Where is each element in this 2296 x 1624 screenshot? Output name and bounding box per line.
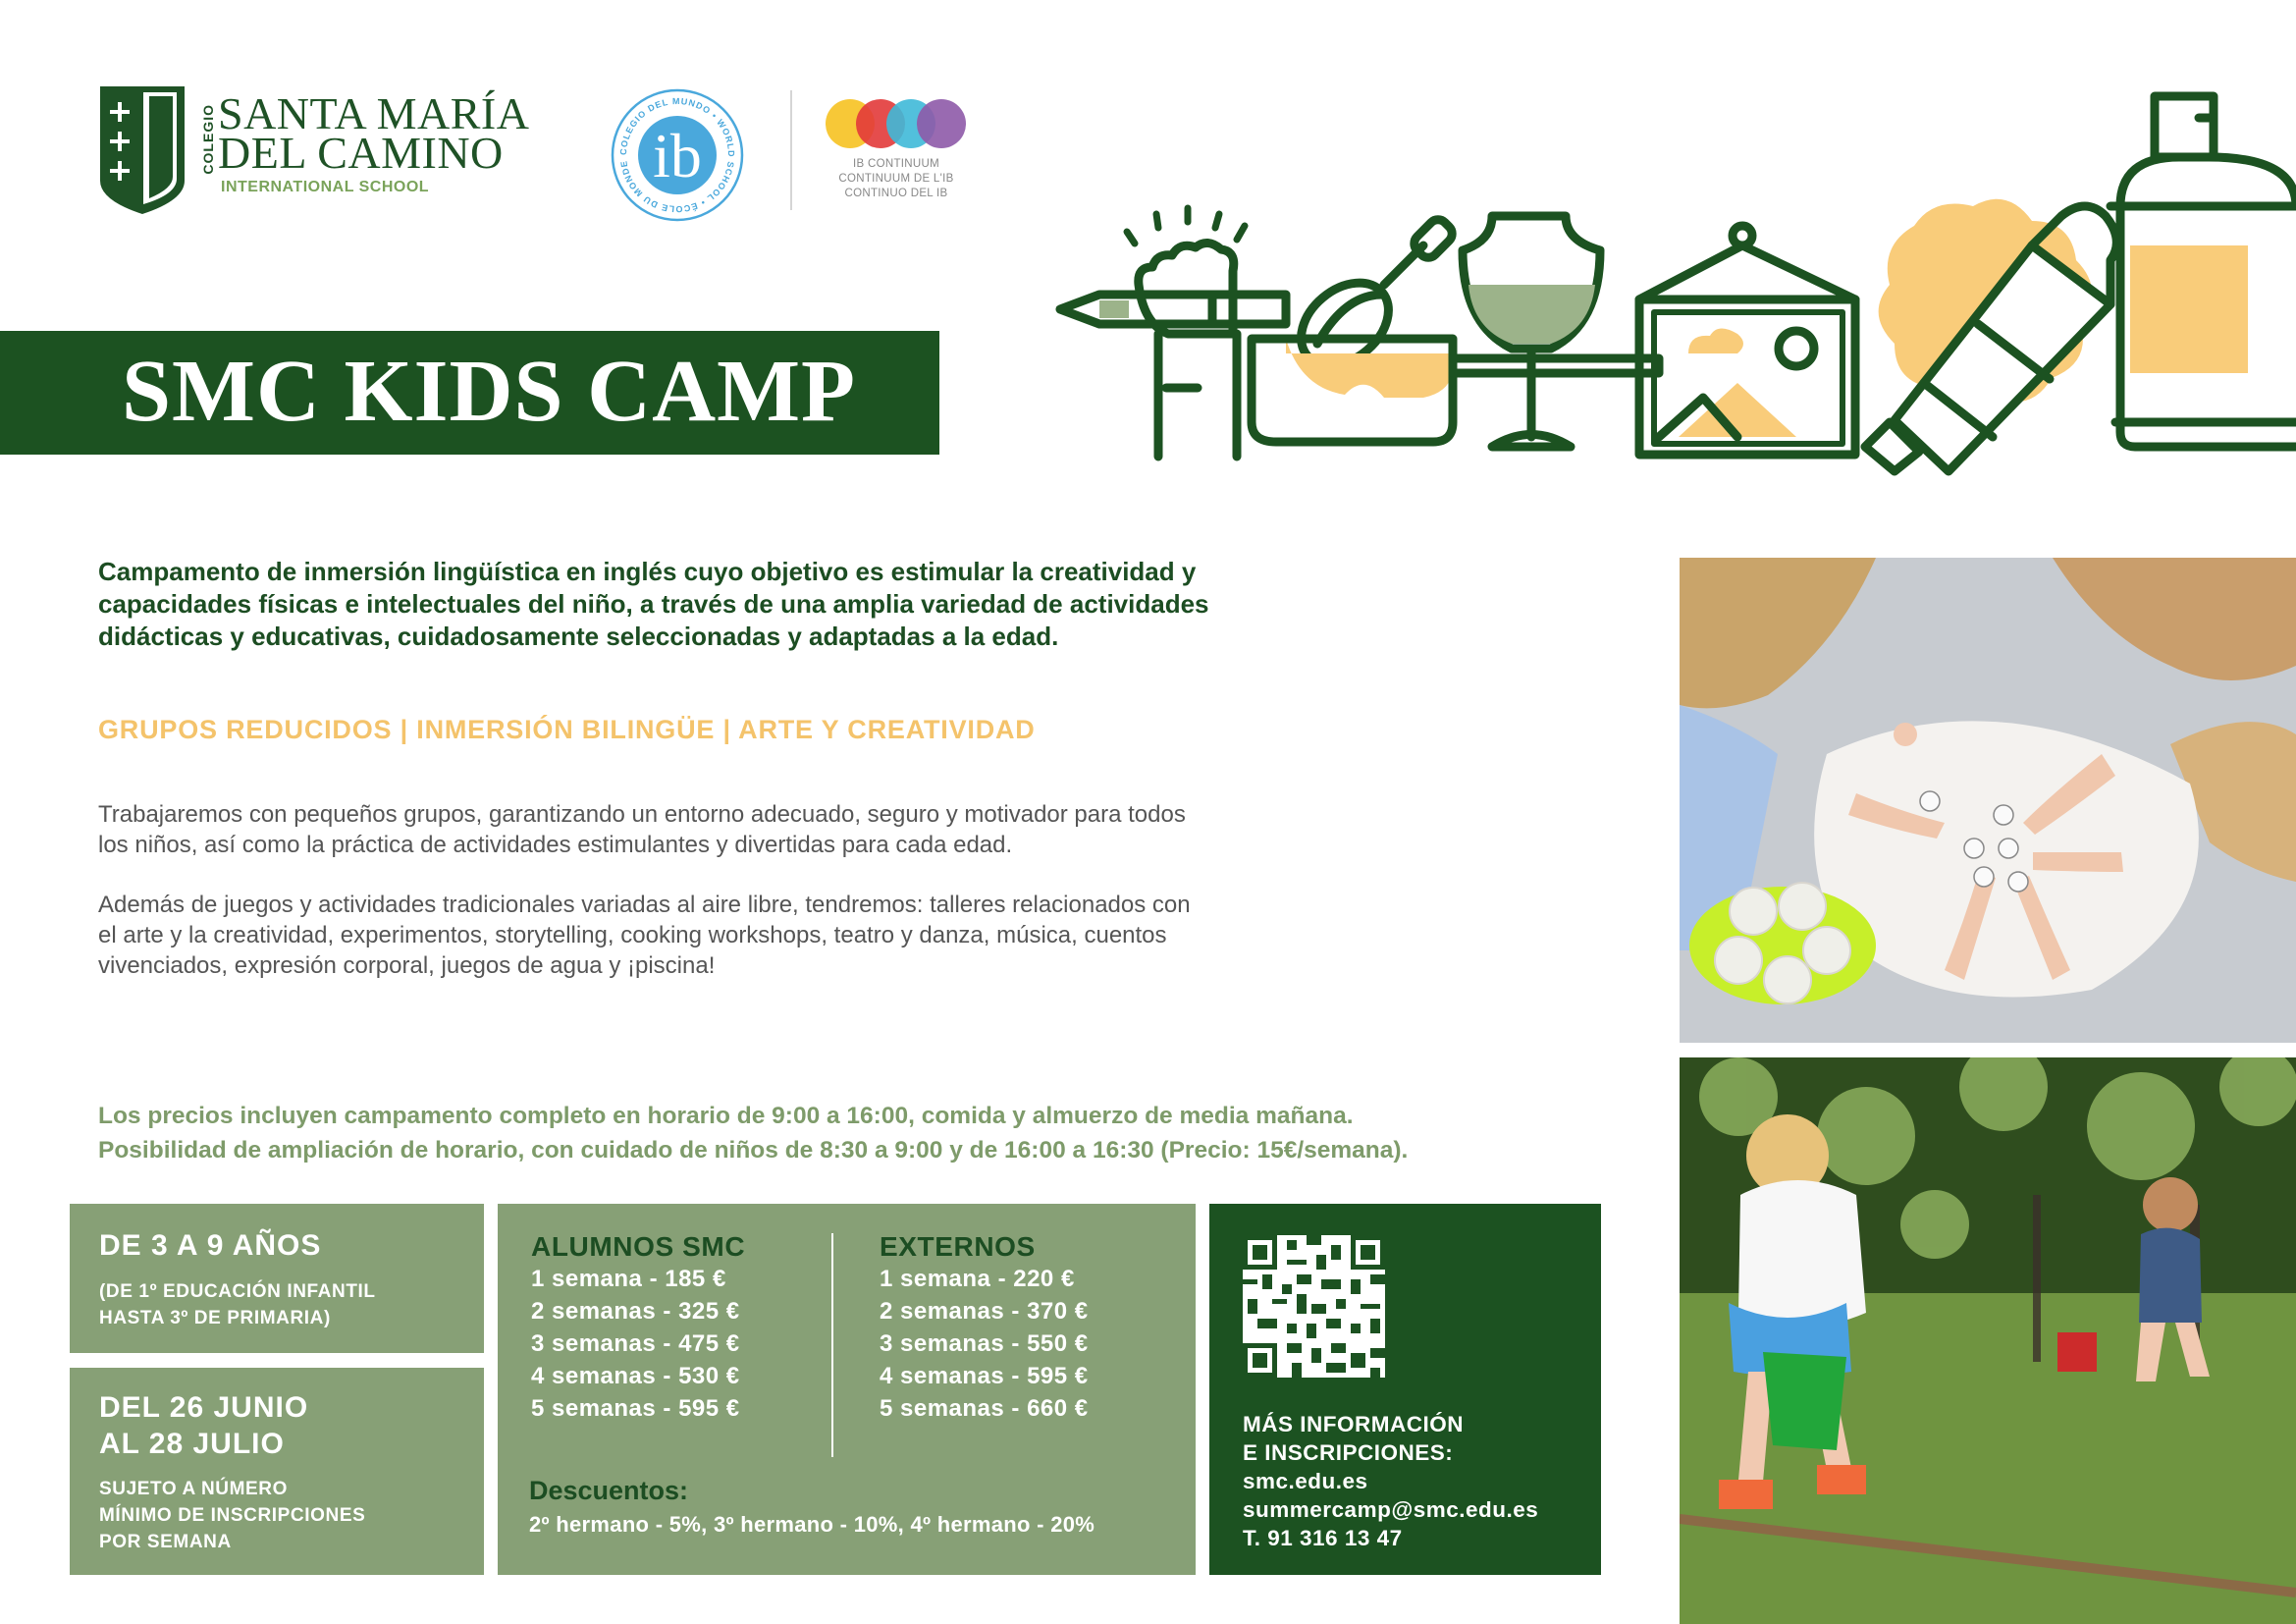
continuum-text xyxy=(823,157,970,201)
school-name-line1: SANTA MARÍA xyxy=(218,88,530,138)
age-heading: DE 3 A 9 AÑOS xyxy=(99,1229,322,1262)
price-row: 2 semanas - 325 € xyxy=(531,1298,740,1325)
website-link[interactable]: smc.edu.es xyxy=(1243,1469,1368,1493)
intro-line: capacidades físicas e intelectuales del niño, a través de una amplia variedad de actividades xyxy=(98,589,1209,619)
dates-heading xyxy=(99,1389,308,1462)
price-row: 3 semanas - 475 € xyxy=(531,1330,740,1357)
intro-paragraph xyxy=(98,556,1414,653)
school-name-line2: DEL CAMINO xyxy=(218,128,504,178)
pot-icon xyxy=(1252,339,1659,442)
prices-column-smc xyxy=(531,1231,745,1425)
title-banner xyxy=(0,331,939,455)
discounts-label: Descuentos: xyxy=(529,1476,689,1505)
age-sub-line: (DE 1º EDUCACIÓN INFANTIL xyxy=(99,1281,376,1302)
fist-icon xyxy=(1127,208,1245,457)
continuum-line2: CONTINUUM DE L'IB xyxy=(838,173,954,185)
age-subtext xyxy=(99,1278,376,1331)
email-link[interactable]: summercamp@smc.edu.es xyxy=(1243,1497,1539,1522)
prices-divider xyxy=(831,1233,833,1457)
dates-sub-line: MÍNIMO DE INSCRIPCIONES xyxy=(99,1505,366,1526)
ib-letters: ib xyxy=(653,121,702,190)
phone-number[interactable]: T. 91 316 13 47 xyxy=(1243,1526,1403,1550)
page-title: SMC KIDS CAMP xyxy=(122,343,856,440)
dates-heading-line: AL 28 JULIO xyxy=(99,1428,285,1460)
photo-kids-crafting xyxy=(1680,558,2296,1043)
ib-ring-text: COLEGIO DEL MUNDO • WORLD SCHOOL • ÉCOLE DU MONDE xyxy=(617,95,737,215)
price-row: 1 semana - 185 € xyxy=(531,1266,726,1292)
continuum-circles-icon xyxy=(823,96,970,151)
info-text xyxy=(1243,1410,1538,1552)
body-paragraph-activities xyxy=(98,890,1414,981)
logo-divider xyxy=(790,90,792,210)
ib-logo-icon xyxy=(609,86,746,224)
dates-sub-line: POR SEMANA xyxy=(99,1532,232,1552)
dates-subtext xyxy=(99,1476,365,1555)
age-sub-line: HASTA 3º DE PRIMARIA) xyxy=(99,1308,331,1328)
price-row: 1 semana - 220 € xyxy=(880,1266,1075,1292)
externos-heading: EXTERNOS xyxy=(880,1231,1036,1262)
art-tools-illustration xyxy=(1050,49,2296,481)
price-row: 4 semanas - 595 € xyxy=(880,1363,1089,1389)
body-line: el arte y la creatividad, experimentos, storytelling, cooking workshops, teatro y danza, música, cuentos xyxy=(98,922,1167,948)
price-row: 5 semanas - 595 € xyxy=(531,1395,740,1422)
tagline: GRUPOS REDUCIDOS | INMERSIÓN BILINGÜE | ARTE Y CREATIVIDAD xyxy=(98,715,1036,744)
school-subtitle: INTERNATIONAL SCHOOL xyxy=(221,179,430,195)
price-row: 5 semanas - 660 € xyxy=(880,1395,1089,1422)
photo-kids-outdoors xyxy=(1680,1057,2296,1624)
prices-note xyxy=(98,1099,1669,1167)
spray-can-icon xyxy=(2110,96,2296,447)
price-row: 2 semanas - 370 € xyxy=(880,1298,1089,1325)
school-logo xyxy=(98,84,550,222)
prices-column-externos xyxy=(880,1231,1089,1425)
discounts-text: 2º hermano - 5%, 3º hermano - 10%, 4º hermano - 20% xyxy=(529,1512,1095,1537)
price-row: 4 semanas - 530 € xyxy=(531,1363,740,1389)
dates-heading-line: DEL 26 JUNIO xyxy=(99,1391,309,1424)
prices-note-line: Los precios incluyen campamento completo en horario de 9:00 a 16:00, comida y almuerzo de media mañana. xyxy=(98,1103,1354,1129)
intro-line: Campamento de inmersión lingüística en inglés cuyo objetivo es estimular la creatividad y xyxy=(98,557,1197,586)
pencil-icon xyxy=(1060,295,1286,324)
school-colegio-label: COLEGIO xyxy=(200,104,216,175)
qr-code-icon[interactable] xyxy=(1243,1235,1385,1378)
continuum-logo xyxy=(823,96,970,214)
body-line: Además de juegos y actividades tradicionales variadas al aire libre, tendremos: talleres relacionados con xyxy=(98,892,1191,918)
ib-logo xyxy=(609,86,746,224)
dates-box xyxy=(70,1368,484,1575)
picture-frame-icon xyxy=(1639,226,1855,455)
continuum-line3: CONTINUO DEL IB xyxy=(844,188,948,199)
body-paragraph-groups xyxy=(98,799,1414,860)
body-line: Trabajaremos con pequeños grupos, garantizando un entorno adecuado, seguro y motivador para todos xyxy=(98,801,1186,828)
info-heading: MÁS INFORMACIÓN xyxy=(1243,1412,1464,1436)
body-line: los niños, así como la práctica de actividades estimulantes y divertidas para cada edad. xyxy=(98,832,1013,858)
vase-icon xyxy=(1463,216,1600,447)
intro-line: didácticas y educativas, cuidadosamente seleccionadas y adaptadas a la edad. xyxy=(98,622,1059,651)
body-line: vivenciados, expresión corporal, juegos de agua y ¡piscina! xyxy=(98,952,716,979)
age-box xyxy=(70,1204,484,1353)
prices-box xyxy=(498,1204,1196,1575)
smc-heading: ALUMNOS SMC xyxy=(531,1231,746,1262)
shield-logo-icon xyxy=(98,84,187,216)
dates-sub-line: SUJETO A NÚMERO xyxy=(99,1479,288,1499)
school-name xyxy=(218,88,530,178)
prices-note-line: Posibilidad de ampliación de horario, con cuidado de niños de 8:30 a 9:00 y de 16:00 a 16:30 (Precio: 15€/semana). xyxy=(98,1137,1409,1164)
info-box xyxy=(1209,1204,1601,1575)
price-row: 3 semanas - 550 € xyxy=(880,1330,1089,1357)
continuum-line1: IB CONTINUUM xyxy=(853,158,939,170)
info-heading: E INSCRIPCIONES: xyxy=(1243,1440,1454,1465)
